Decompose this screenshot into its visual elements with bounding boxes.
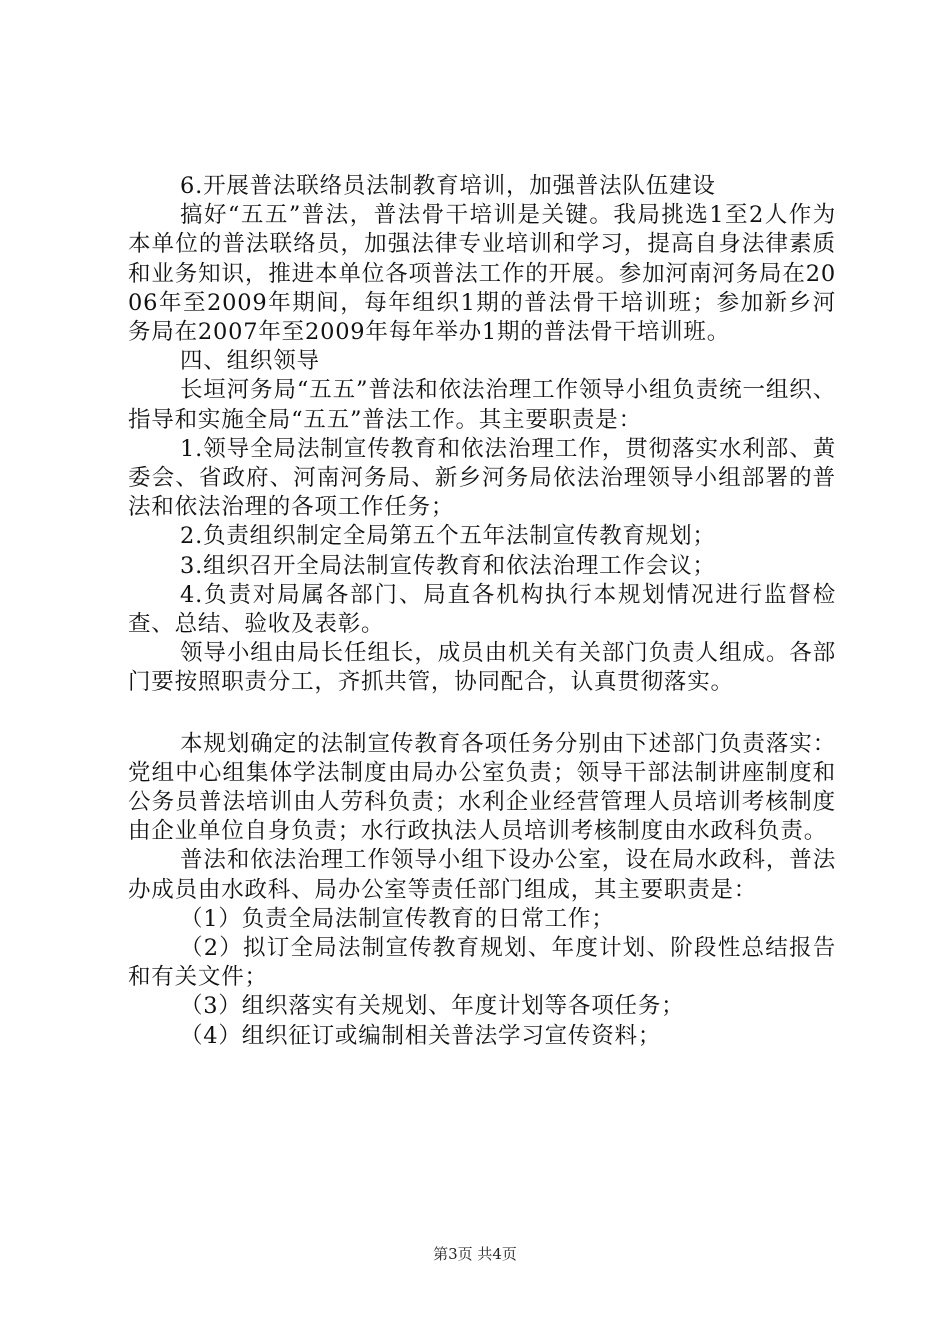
paragraph: 长垣河务局“五五”普法和依法治理工作领导小组负责统一组织、指导和实施全局“五五”普法工作。其主要职责是：	[128, 377, 836, 433]
list-item: 4.负责对局属各部门、局直各机构执行本规划情况进行监督检查、总结、验收及表彰。	[128, 581, 836, 638]
list-item: （3）组织落实有关规划、年度计划等各项任务；	[180, 993, 685, 1020]
list-item: （2）拟订全局法制宣传教育规划、年度计划、阶段性总结报告和有关文件；	[128, 935, 836, 991]
paragraph: 领导小组由局长任组长，成员由机关有关部门负责人组成。各部门要按照职责分工，齐抓共管，协同配合，认真贯彻落实。	[128, 640, 836, 696]
paragraph: 普法和依法治理工作领导小组下设办公室，设在局水政科，普法办成员由水政科、局办公室等责任部门组成，其主要职责是：	[128, 847, 836, 903]
paragraph: 本规划确定的法制宣传教育各项任务分别由下述部门负责落实：党组中心组集体学法制度由局办公室负责；领导干部法制讲座制度和公务员普法培训由人劳科负责；水利企业经营管理人员培训考核制度由企业单位自身负责；水行政执法人员培训考核制度由水政科负责。	[128, 730, 836, 845]
paragraph: 搞好“五五”普法，普法骨干培训是关键。我局挑选1至2人作为本单位的普法联络员，加强法律专业培训和学习，提高自身法律素质和业务知识，推进本单位各项普法工作的开展。参加河南河务局在2006年至2009年期间，每年组织1期的普法骨干培训班；参加新乡河务局在2007年至2009年每年举办1期的普法骨干培训班。	[128, 202, 836, 346]
list-item: 3.组织召开全局法制宣传教育和依法治理工作会议；	[180, 552, 716, 579]
paragraph-gap	[128, 698, 836, 730]
list-item: 1.领导全局法制宣传教育和依法治理工作，贯彻落实水利部、黄委会、省政府、河南河务局、新乡河务局依法治理领导小组部署的普法和依法治理的各项工作任务；	[128, 435, 836, 521]
section-heading: 四、组织领导	[180, 348, 320, 375]
document-body	[128, 172, 836, 1051]
list-item: 2.负责组织制定全局第五个五年法制宣传教育规划；	[180, 523, 716, 550]
list-item: （1）负责全局法制宣传教育的日常工作；	[180, 905, 615, 932]
page-footer: 第3页 共4页	[433, 1245, 517, 1263]
section-heading: 6.开展普法联络员法制教育培训，加强普法队伍建设	[180, 173, 716, 199]
list-item: （4）组织征订或编制相关普法学习宣传资料；	[180, 1022, 662, 1049]
